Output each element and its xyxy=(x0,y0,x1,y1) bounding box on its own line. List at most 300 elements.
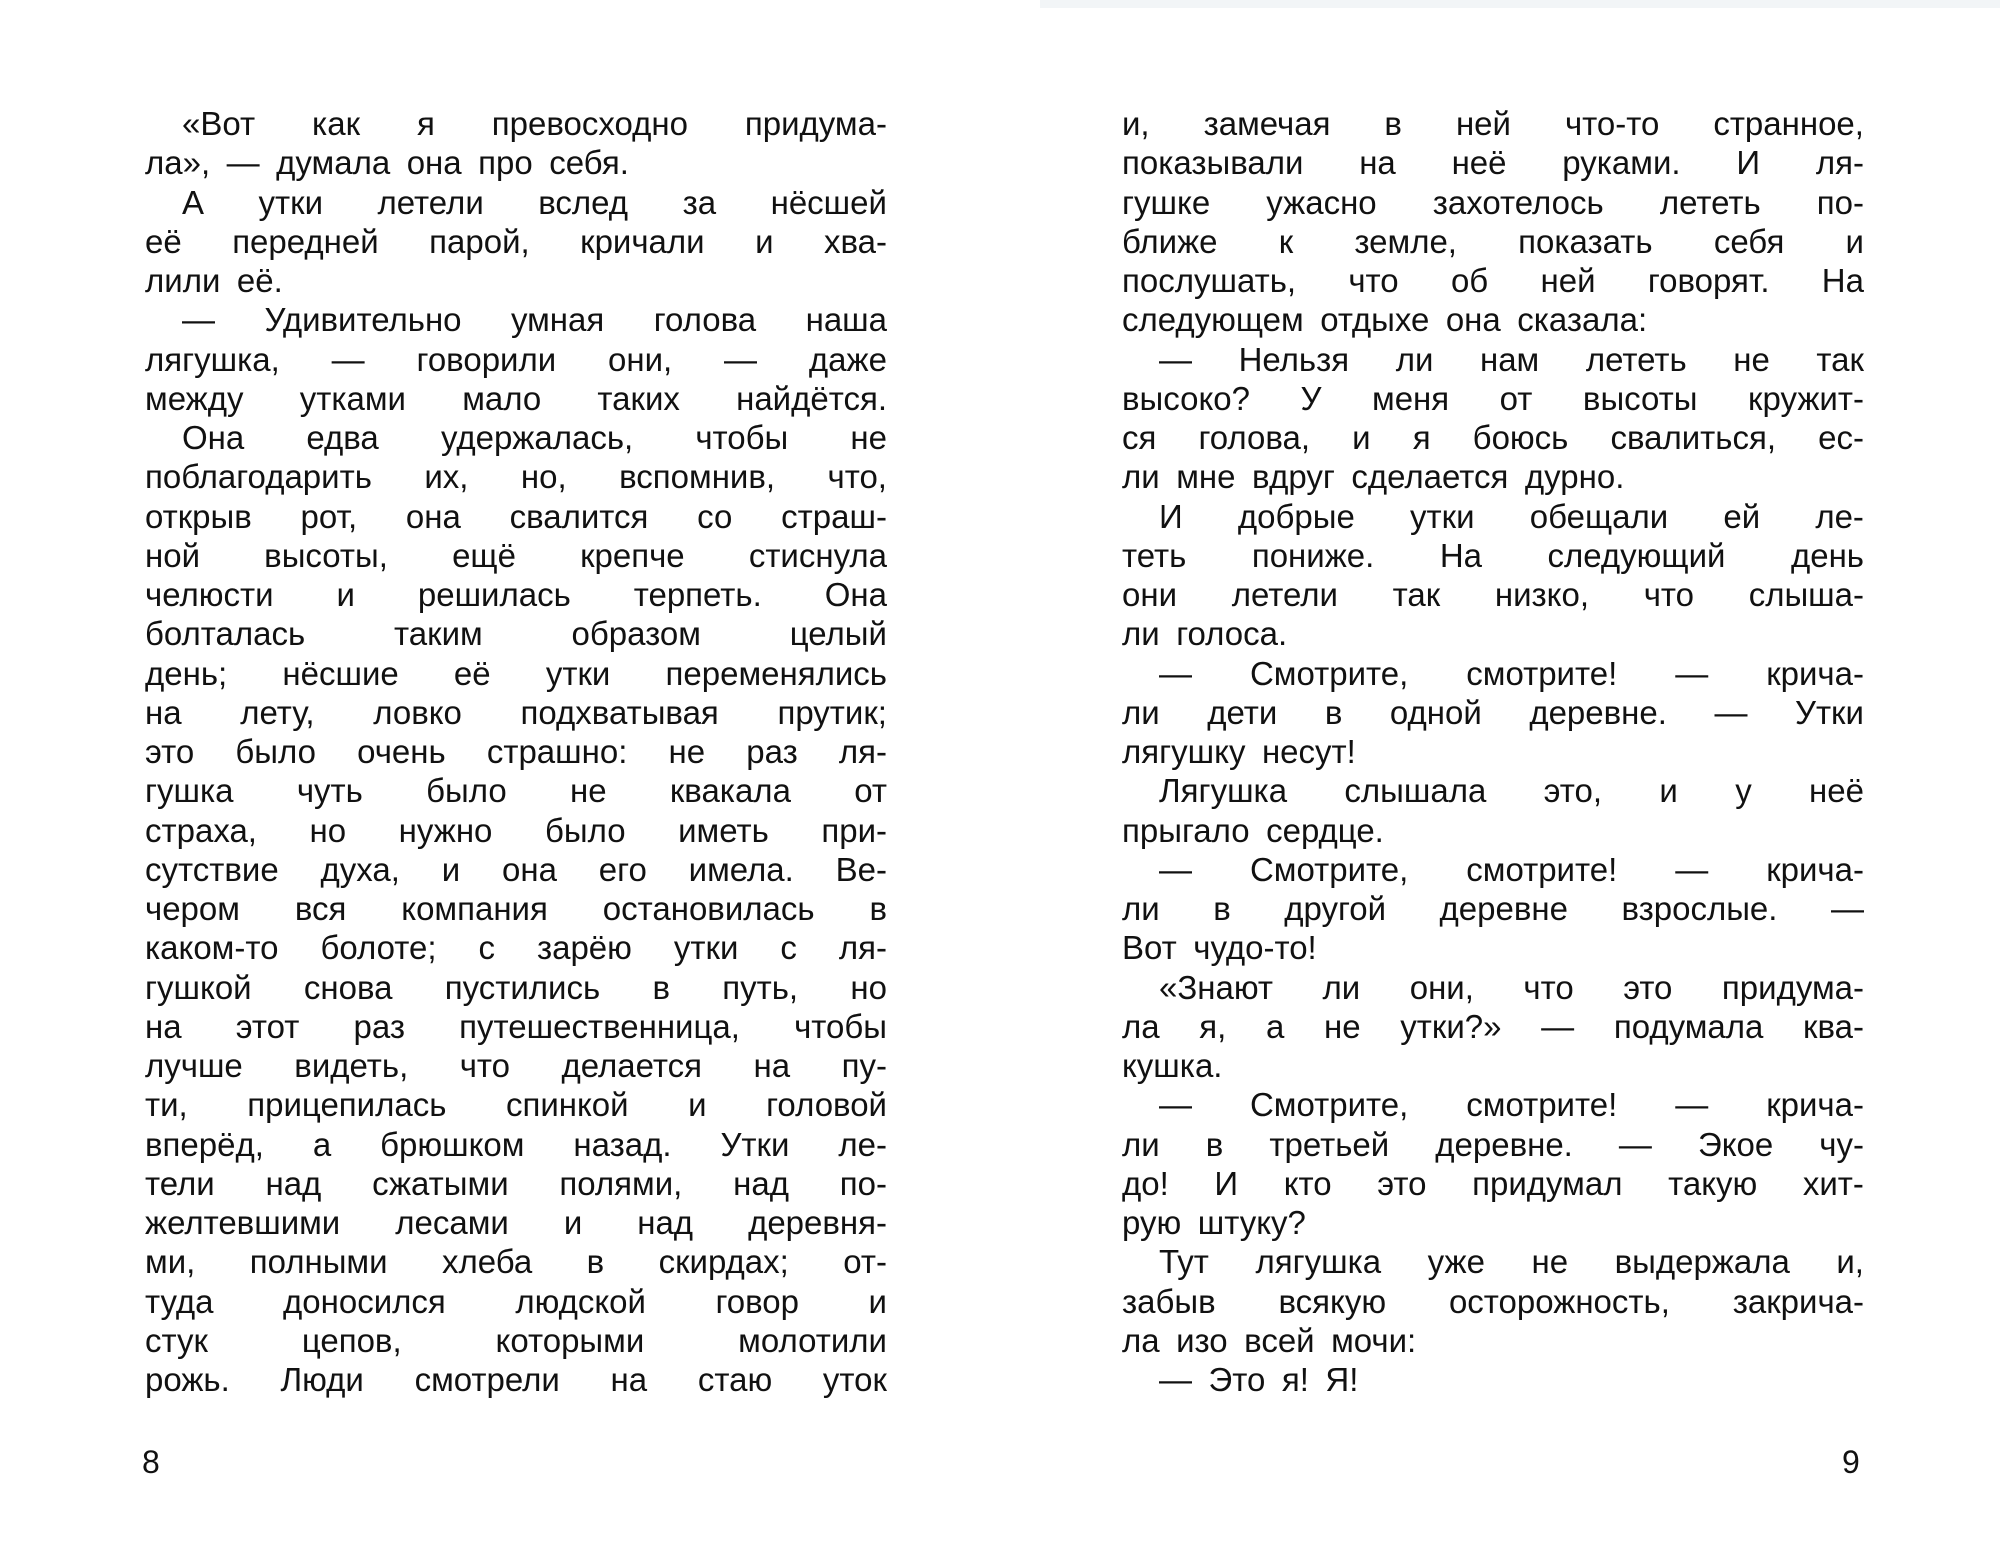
text-line xyxy=(145,1046,887,1085)
text-word: закрича- xyxy=(1732,1282,1864,1320)
text-word: — xyxy=(1675,850,1709,888)
text-line xyxy=(1122,614,1864,653)
text-word: У xyxy=(1300,379,1322,417)
text-word: решилась xyxy=(417,576,571,613)
text-line xyxy=(1122,457,1864,496)
text-word: А xyxy=(182,183,205,221)
text-word: но xyxy=(850,968,887,1006)
text-word: неё xyxy=(1809,772,1864,810)
text-word: лягушку xyxy=(1122,733,1246,770)
text-word: как xyxy=(312,105,360,142)
text-word: ла xyxy=(1122,1321,1160,1359)
text-word: На xyxy=(1821,262,1864,299)
text-word: — xyxy=(1159,340,1192,378)
text-word: духа, xyxy=(320,850,400,888)
text-word: — xyxy=(1541,1007,1575,1045)
text-line xyxy=(145,1242,887,1281)
text-word: иметь xyxy=(678,811,769,849)
text-word: молотили xyxy=(738,1321,887,1359)
text-word: Лягушка xyxy=(1159,772,1288,810)
text-word: слышала xyxy=(1344,772,1487,810)
text-word: в xyxy=(869,890,887,927)
text-word: смотрите! xyxy=(1466,654,1618,692)
text-word: цепов, xyxy=(301,1321,402,1359)
text-word: ловко xyxy=(373,693,462,731)
text-word: — xyxy=(226,144,260,182)
text-word: в xyxy=(1324,693,1343,731)
text-word: очень xyxy=(357,733,446,770)
text-word: Вот xyxy=(1122,929,1177,967)
text-word: на xyxy=(145,1007,182,1045)
page-number-left: 8 xyxy=(142,1444,160,1480)
text-word: ля- xyxy=(1815,144,1864,182)
text-word: странное, xyxy=(1713,105,1864,142)
text-word: говор xyxy=(715,1282,800,1320)
text-word: себя xyxy=(1713,222,1785,260)
text-line xyxy=(1122,1164,1864,1203)
text-word: лесами xyxy=(395,1204,509,1241)
text-word: стук xyxy=(145,1321,208,1359)
text-line xyxy=(1122,536,1864,575)
text-word: в xyxy=(1213,890,1231,927)
text-line xyxy=(145,811,887,850)
text-word: её xyxy=(453,654,491,692)
text-word: чером xyxy=(145,890,240,927)
text-word: деревне xyxy=(1439,890,1568,927)
text-word: что, xyxy=(827,458,887,496)
text-word: поблагодарить xyxy=(145,458,372,496)
scan-edge-shadow xyxy=(1040,0,2000,8)
text-word: так xyxy=(1392,576,1441,613)
text-line xyxy=(1122,1125,1864,1164)
text-word: я xyxy=(1412,419,1431,456)
text-word: а xyxy=(312,1125,332,1163)
text-word: придумал xyxy=(1472,1164,1623,1202)
text-word: — xyxy=(1159,850,1192,888)
text-line xyxy=(145,850,887,889)
text-word: но, xyxy=(520,458,567,496)
text-word: не xyxy=(1733,340,1770,378)
text-word: Утки xyxy=(720,1125,790,1163)
text-word: подумала xyxy=(1613,1007,1764,1045)
text-word: кушка. xyxy=(1122,1047,1223,1084)
text-word: в xyxy=(1384,105,1402,142)
text-word: другой xyxy=(1284,890,1387,927)
text-word: остановилась xyxy=(602,890,815,927)
text-word: переменялись xyxy=(665,654,887,692)
text-word: они, xyxy=(608,340,673,378)
text-word: ли xyxy=(1122,615,1160,653)
text-word: спинкой xyxy=(505,1086,629,1124)
text-word: следующем xyxy=(1122,301,1304,339)
text-word: смотрели xyxy=(414,1361,560,1398)
text-word: подхватывая xyxy=(520,693,719,731)
text-word: и xyxy=(1659,772,1678,810)
text-line xyxy=(1122,143,1864,182)
text-line xyxy=(145,379,887,418)
text-word: ной xyxy=(145,536,201,574)
text-word: третьей xyxy=(1269,1125,1390,1163)
text-word: ли xyxy=(1122,1125,1160,1163)
text-word: день; xyxy=(145,654,228,692)
text-word: низко, xyxy=(1494,576,1589,613)
text-word: неё xyxy=(1451,144,1507,182)
text-word: Это xyxy=(1208,1361,1266,1398)
text-line xyxy=(145,614,887,653)
text-line xyxy=(1122,104,1864,143)
text-word: в xyxy=(586,1243,605,1281)
page-left-text xyxy=(145,104,887,1399)
text-line xyxy=(1122,1046,1864,1085)
text-word: Люди xyxy=(280,1361,364,1398)
text-word: свалиться, xyxy=(1610,419,1777,456)
text-word: кружит- xyxy=(1748,379,1864,417)
text-word: мало xyxy=(462,379,542,417)
text-word: говорили xyxy=(416,340,557,378)
text-word: по- xyxy=(839,1164,887,1202)
text-word: всякую xyxy=(1278,1282,1387,1320)
text-word: от xyxy=(854,772,887,810)
text-word: путешественница, xyxy=(459,1007,740,1045)
text-word: их, xyxy=(424,458,469,496)
text-word: пониже. xyxy=(1251,536,1375,574)
text-word: утки xyxy=(545,654,611,692)
text-word: хит- xyxy=(1802,1164,1864,1202)
text-word: Тут xyxy=(1159,1243,1209,1281)
text-line xyxy=(145,654,887,693)
text-word: даже xyxy=(808,340,887,378)
text-word: доносился xyxy=(283,1282,446,1320)
text-line xyxy=(145,183,887,222)
text-word: страшно: xyxy=(486,733,628,770)
text-word: показывали xyxy=(1122,144,1304,182)
text-word: они, xyxy=(1409,968,1474,1006)
text-word: при- xyxy=(821,811,887,849)
text-line xyxy=(1122,379,1864,418)
text-word: высоты, xyxy=(264,536,388,574)
text-word: и xyxy=(688,1086,707,1124)
text-word: несут! xyxy=(1261,733,1356,770)
text-word: она xyxy=(406,144,462,182)
text-word: она xyxy=(1445,301,1501,339)
text-word: крича- xyxy=(1766,850,1864,888)
text-word: по- xyxy=(1816,183,1864,221)
text-word: прыгало xyxy=(1122,811,1250,849)
text-word: рую xyxy=(1122,1204,1182,1241)
text-word: отдыхе xyxy=(1320,301,1430,339)
text-word: передней xyxy=(232,222,379,260)
text-word: добрые xyxy=(1237,497,1355,535)
text-word: на xyxy=(610,1361,648,1398)
text-word: захотелось xyxy=(1432,183,1604,221)
text-line xyxy=(1122,928,1864,967)
text-line xyxy=(145,575,887,614)
text-word: умная xyxy=(510,301,605,339)
text-word: уток xyxy=(822,1361,887,1398)
text-word: чтобы xyxy=(695,419,789,456)
text-line xyxy=(145,222,887,261)
text-word: утки xyxy=(673,929,739,967)
text-word: найдётся. xyxy=(736,379,887,417)
text-word: смотрите! xyxy=(1466,850,1618,888)
text-word: было xyxy=(235,733,316,770)
text-line xyxy=(1122,575,1864,614)
text-word: я, xyxy=(1199,1007,1227,1045)
text-word: изо xyxy=(1176,1321,1228,1359)
text-line xyxy=(1122,654,1864,693)
text-word: ли xyxy=(1322,968,1361,1006)
text-word: летели xyxy=(1231,576,1338,613)
text-word: и xyxy=(755,222,774,260)
text-word: себя. xyxy=(549,144,629,182)
text-word: — xyxy=(331,340,365,378)
text-line xyxy=(145,968,887,1007)
text-word: назад. xyxy=(573,1125,672,1163)
text-word: чуть xyxy=(296,772,363,810)
text-word: скирдах; xyxy=(658,1243,789,1281)
text-word: сжатыми xyxy=(372,1164,509,1202)
text-word: между xyxy=(145,379,244,417)
text-word: это, xyxy=(1543,772,1603,810)
text-word: деревня- xyxy=(748,1204,887,1241)
text-word: об xyxy=(1450,262,1489,299)
text-word: думала xyxy=(276,144,391,182)
text-word: не xyxy=(668,733,706,770)
text-word: И xyxy=(1159,497,1183,535)
text-word: ней xyxy=(1455,105,1511,142)
text-word: страха, xyxy=(145,811,257,849)
text-word: — xyxy=(1675,654,1709,692)
text-word: лягушка xyxy=(1255,1243,1382,1281)
text-word: и xyxy=(441,850,461,888)
text-word: взрослые. xyxy=(1621,890,1778,927)
text-word: вспомнив, xyxy=(619,458,776,496)
text-line xyxy=(145,497,887,536)
text-word: одной xyxy=(1389,693,1482,731)
text-word: высоко? xyxy=(1122,379,1250,417)
text-word: — xyxy=(1159,654,1192,692)
text-word: Экое xyxy=(1697,1125,1774,1163)
text-word: таких xyxy=(597,379,680,417)
text-line xyxy=(145,928,887,967)
text-word: а xyxy=(1266,1007,1285,1045)
text-word: ле- xyxy=(1815,497,1864,535)
text-line xyxy=(145,1321,887,1360)
text-word: я! xyxy=(1281,1361,1309,1398)
text-word: но xyxy=(309,811,347,849)
text-word: и xyxy=(336,576,355,613)
text-line xyxy=(145,418,887,457)
text-word: это xyxy=(1377,1164,1427,1202)
text-word: снова xyxy=(303,968,393,1006)
text-word: мочи: xyxy=(1331,1321,1417,1359)
text-word: это xyxy=(145,733,195,770)
text-word: сделается xyxy=(1351,458,1509,496)
text-line xyxy=(145,732,887,771)
text-line xyxy=(1122,340,1864,379)
text-word: крепче xyxy=(580,536,685,574)
text-word: уже xyxy=(1427,1243,1485,1281)
text-word: людской xyxy=(515,1282,646,1320)
text-word: сутствие xyxy=(145,850,279,888)
text-word: было xyxy=(426,772,507,810)
text-word: Утки xyxy=(1794,693,1864,731)
text-word: со xyxy=(697,497,733,535)
text-word: и, xyxy=(1122,105,1150,142)
text-word: её. xyxy=(236,262,283,299)
text-word: голова, xyxy=(1198,419,1311,456)
text-word: ти, xyxy=(145,1086,188,1124)
text-word: кричали xyxy=(580,222,705,260)
text-word: страш- xyxy=(781,497,887,535)
text-word: её xyxy=(145,222,182,260)
text-word: едва xyxy=(306,419,379,456)
text-word: стаю xyxy=(697,1361,773,1398)
text-word: желтевшими xyxy=(145,1204,341,1241)
text-line xyxy=(145,457,887,496)
text-word: сердце. xyxy=(1266,811,1384,849)
text-line xyxy=(1122,1321,1864,1360)
text-word: показать xyxy=(1518,222,1653,260)
text-word: ле- xyxy=(838,1125,887,1163)
text-word: Я! xyxy=(1325,1361,1359,1398)
text-word: забыв xyxy=(1122,1282,1216,1320)
text-word: И xyxy=(1214,1164,1239,1202)
text-word: вся xyxy=(294,890,347,927)
text-word: свалится xyxy=(509,497,649,535)
text-word: лили xyxy=(145,262,221,299)
text-word: гушке xyxy=(1122,183,1211,221)
text-word: и xyxy=(1352,419,1371,456)
text-word: Нельзя xyxy=(1238,340,1350,378)
text-word: нёсшей xyxy=(770,183,887,221)
text-word: ней xyxy=(1540,262,1596,299)
text-word: земле, xyxy=(1354,222,1457,260)
text-word: от xyxy=(1499,379,1533,417)
text-word: это xyxy=(1623,968,1673,1006)
text-word: вдруг xyxy=(1251,458,1335,496)
text-word: что xyxy=(1523,968,1574,1006)
text-word: голова xyxy=(653,301,757,339)
text-line xyxy=(145,1360,887,1399)
text-word: и xyxy=(868,1282,887,1320)
text-word: — xyxy=(1714,693,1748,731)
text-word: что xyxy=(1348,262,1399,299)
text-word: не xyxy=(1324,1007,1361,1045)
text-word: что xyxy=(459,1047,511,1084)
text-word: видеть, xyxy=(294,1047,409,1084)
text-word: сказала: xyxy=(1517,301,1648,339)
text-word: каком-то xyxy=(145,929,279,967)
text-word: болоте; xyxy=(320,929,437,967)
text-word: ся xyxy=(1122,419,1157,456)
text-word: выдержала xyxy=(1614,1243,1790,1281)
text-word: не xyxy=(850,419,887,456)
text-word: нужно xyxy=(398,811,493,849)
text-word: не xyxy=(569,772,607,810)
text-word: Смотрите, xyxy=(1249,850,1409,888)
text-word: ли xyxy=(1122,693,1160,731)
text-word: наша xyxy=(805,301,887,339)
text-word: полями, xyxy=(559,1164,683,1202)
text-word: — xyxy=(724,340,758,378)
text-word: ми, xyxy=(145,1243,196,1281)
text-line xyxy=(145,104,887,143)
text-line xyxy=(1122,850,1864,889)
text-word: руками. xyxy=(1562,144,1681,182)
text-word: Смотрите, xyxy=(1249,1086,1409,1124)
text-line xyxy=(1122,732,1864,771)
text-word: нам xyxy=(1479,340,1540,378)
text-word: брюшком xyxy=(380,1125,525,1163)
text-word: с xyxy=(780,929,797,967)
text-word: они xyxy=(1122,576,1178,613)
text-word: кто xyxy=(1283,1164,1332,1202)
text-word: такую xyxy=(1668,1164,1758,1202)
text-word: меня xyxy=(1372,379,1450,417)
text-line xyxy=(1122,222,1864,261)
text-line xyxy=(1122,1282,1864,1321)
text-word: придума- xyxy=(744,105,887,142)
text-word: дурно. xyxy=(1524,458,1625,496)
text-word: Она xyxy=(182,419,245,456)
text-word: она xyxy=(405,497,461,535)
text-word: парой, xyxy=(429,222,530,260)
text-word: пустились xyxy=(444,968,601,1006)
text-line xyxy=(145,693,887,732)
text-word: ещё xyxy=(452,536,516,574)
text-word: головой xyxy=(766,1086,887,1124)
text-word: квакала xyxy=(669,772,791,810)
text-word: говорят. xyxy=(1647,262,1770,299)
text-word: Ве- xyxy=(835,850,887,888)
text-word: — xyxy=(1159,1361,1192,1398)
text-word: в xyxy=(652,968,670,1006)
text-word: На xyxy=(1439,536,1483,574)
text-word: стиснула xyxy=(748,536,887,574)
text-word: смотрите! xyxy=(1466,1086,1618,1124)
text-word: ли xyxy=(1395,340,1434,378)
text-word: деревне. xyxy=(1435,1125,1573,1163)
text-word: утки xyxy=(1410,497,1475,535)
text-line xyxy=(1122,1360,1864,1399)
text-word: что-то xyxy=(1564,105,1660,142)
text-line xyxy=(1122,418,1864,457)
text-word: что xyxy=(1643,576,1694,613)
text-word: раз xyxy=(746,733,798,770)
text-word: над xyxy=(265,1164,322,1202)
text-word: ес- xyxy=(1818,419,1864,456)
text-word: чудо-то! xyxy=(1193,929,1317,967)
text-line xyxy=(1122,968,1864,1007)
text-word: нёсшие xyxy=(282,654,399,692)
text-line xyxy=(145,143,887,182)
text-line xyxy=(145,1203,887,1242)
page-right-text xyxy=(1122,104,1864,1399)
text-line xyxy=(1122,1007,1864,1046)
text-word: челюсти xyxy=(145,576,274,613)
text-word: «Вот xyxy=(182,105,256,142)
text-word: и, xyxy=(1836,1243,1864,1281)
text-word: ла», xyxy=(145,144,211,182)
text-word: летели xyxy=(377,183,484,221)
text-word: штуку? xyxy=(1197,1204,1306,1241)
text-word: путь, xyxy=(722,968,799,1006)
text-word: лягушка, xyxy=(145,340,280,378)
text-word: терпеть. xyxy=(633,576,762,613)
text-word: И xyxy=(1736,144,1761,182)
text-word: утки?» xyxy=(1400,1007,1502,1045)
